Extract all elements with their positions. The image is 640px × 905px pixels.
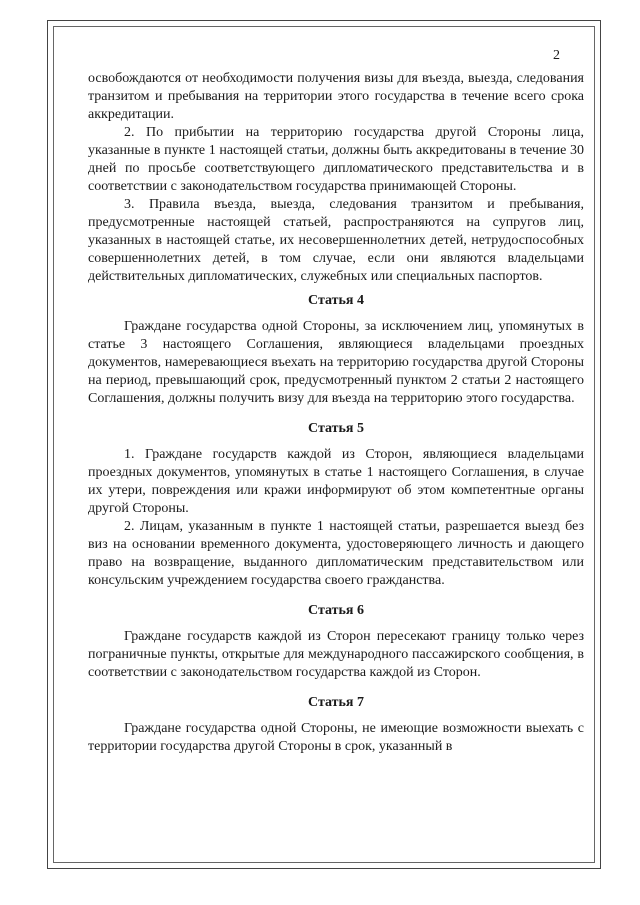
article-7-heading: Статья 7 [308, 695, 364, 710]
spacer [88, 712, 584, 720]
paragraph-article5-point2: 2. Лицам, указанным в пункте 1 настоящей статьи, разрешается выезд без виз на основании временного документа, удостоверяющего личность и дающего право на возвращение, выданного дипломатическим представительством или консульским учреждением государства своего гражданства. [88, 519, 584, 588]
paragraph-article5-point1: 1. Граждане государств каждой из Сторон, являющиеся владельцами проездных документов, упомянутых в статье 1 настоящего Соглашения, в случае их утери, повреждения или кражи информируют об этом компетентные органы другой Стороны. [88, 447, 584, 516]
spacer [88, 590, 584, 602]
article-5-heading: Статья 5 [308, 421, 364, 436]
paragraph-continuation: освобождаются от необходимости получения визы для въезда, выезда, следования транзитом и пребывания на территории этого государства в течение всего срока аккредитации. [88, 71, 584, 122]
paragraph-article3-point3: 3. Правила въезда, выезда, следования транзитом и пребывания, предусмотренные настоящей статьей, распространяются на супругов лиц, указанных в настоящей статье, их несовершеннолетних детей, нетрудоспособных совершеннолетних детей, в том случае, если они являются владельцами действительных дипломатических, служебных или специальных паспортов. [88, 197, 584, 284]
document-body [88, 70, 584, 756]
article-6-heading: Статья 6 [308, 603, 364, 618]
paragraph-article7: Граждане государства одной Стороны, не имеющие возможности выехать с территории государства другой Стороны в срок, указанный в [88, 721, 584, 754]
spacer [88, 682, 584, 694]
paragraph-article3-point2: 2. По прибытии на территорию государства другой Стороны лица, указанные в пункте 1 настоящей статьи, должны быть аккредитованы в течение 30 дней по просьбе соответствующего дипломатического представительства и в соответствии с законодательством государства принимающей Стороны. [88, 125, 584, 194]
spacer [88, 438, 584, 446]
paragraph-article6: Граждане государств каждой из Сторон пересекают границу только через пограничные пункты, открытые для международного пассажирского сообщения, в соответствии с законодательством государства каждой из Сторон. [88, 629, 584, 680]
spacer [88, 620, 584, 628]
paragraph-article4: Граждане государства одной Стороны, за исключением лиц, упомянутых в статье 3 настоящего Соглашения, являющиеся владельцами проездных документов, намеревающиеся въехать на территорию государства другой Стороны на период, превышающий срок, предусмотренный пунктом 2 статьи 2 настоящего Соглашения, должны получить визу для въезда на территорию этого государства. [88, 319, 584, 406]
spacer [88, 310, 584, 318]
article-4-heading: Статья 4 [308, 293, 364, 308]
spacer [88, 408, 584, 420]
page-number: 2 [553, 48, 560, 63]
